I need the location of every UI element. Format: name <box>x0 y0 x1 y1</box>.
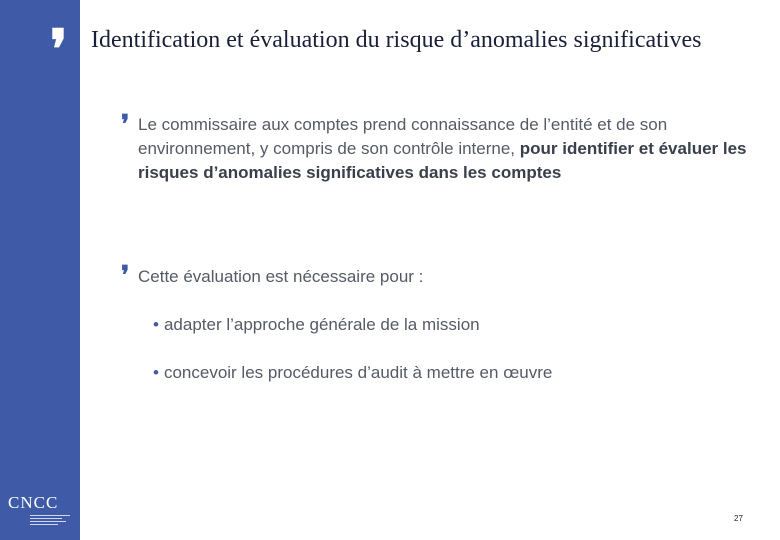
bullet-dot-icon: • <box>153 363 159 382</box>
slide-title: Identification et évaluation du risque d’anomalies significatives <box>91 27 702 53</box>
paragraph-marker-icon: ❜ <box>121 261 130 291</box>
paragraph-1-text: Le commissaire aux comptes prend connaissance de l’entité et de son environnement, y compris de son contrôle interne, <box>138 115 668 158</box>
paragraph-marker-icon: ❜ <box>121 110 130 140</box>
bullet-text: concevoir les procédures d’audit à mettre en œuvre <box>163 363 553 382</box>
paragraph-1-emphasis: pour identifier et évaluer les risques d’anomalies significatives dans les comptes <box>138 139 747 182</box>
logo-text: CNCC <box>8 493 59 512</box>
paragraph-1 <box>138 113 748 185</box>
logo-decoration <box>30 515 74 525</box>
cncc-logo <box>8 494 74 530</box>
bullet-item <box>153 313 480 337</box>
paragraph-2: Cette évaluation est nécessaire pour : <box>138 267 424 286</box>
bullet-dot-icon: • <box>153 315 159 334</box>
left-sidebar-band <box>0 0 80 540</box>
page-number: 27 <box>734 514 743 523</box>
title-quote-mark-icon: ❜ <box>50 17 68 81</box>
bullet-item <box>153 361 552 385</box>
bullet-text: adapter l’approche générale de la mission <box>163 315 480 334</box>
